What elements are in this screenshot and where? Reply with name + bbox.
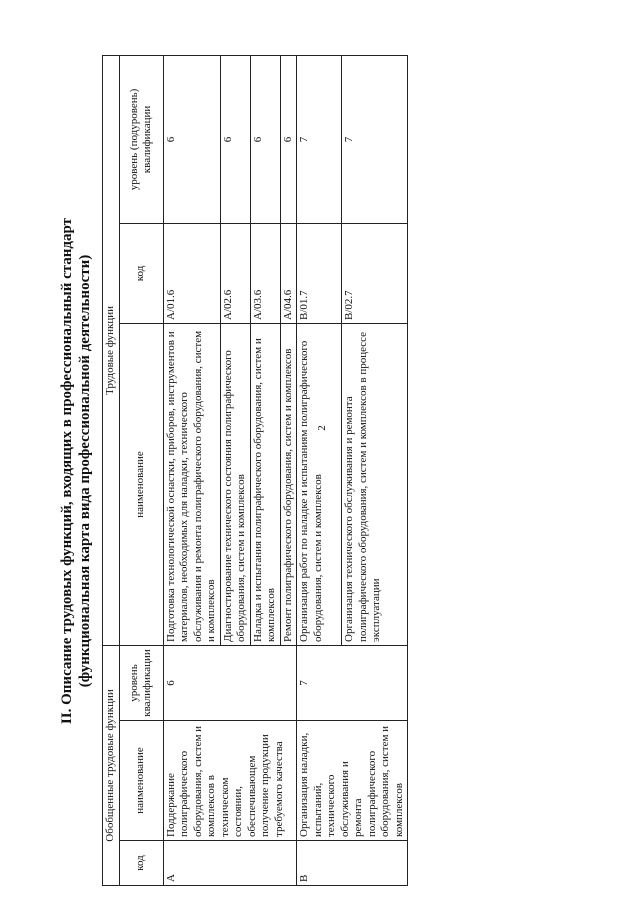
- function-code: A/02.6: [220, 223, 250, 323]
- header-level: уровень квалификации: [119, 645, 163, 720]
- group-name: Организация наладки, испытаний, технического обслуживания и ремонта полиграфического оборудования, систем и комплексов: [297, 721, 408, 841]
- group-code: А: [163, 841, 297, 886]
- group-level: 7: [297, 645, 408, 720]
- function-name: Организация работ по наладке и испытаниям полиграфического оборудования, систем и комплексов: [297, 323, 342, 645]
- function-level: 6: [250, 55, 280, 223]
- function-code: A/03.6: [250, 223, 280, 323]
- function-code: A/01.6: [163, 223, 220, 323]
- function-code: B/02.7: [342, 223, 408, 323]
- table-row: [163, 55, 220, 885]
- function-code: A/04.6: [280, 223, 297, 323]
- function-name: Подготовка технологической оснастки, приборов, инструментов и материалов, необходимых для наладки, технического обслуживания и ремонта полиграфического оборудования, систем и комплексов: [163, 323, 220, 645]
- function-level: 6: [163, 55, 220, 223]
- header-generalized-functions: Обобщенные трудовые функции: [103, 645, 120, 885]
- header-code: код: [119, 841, 163, 886]
- group-name: Поддержание полиграфического оборудования, систем и комплексов в техническом состоянии, обеспечивающем получение продукции требуемого качества: [163, 721, 297, 841]
- function-name: Диагностирование технического состояния полиграфического оборудования, систем и комплексов: [220, 323, 250, 645]
- group-level: 6: [163, 645, 297, 720]
- function-name: Организация технического обслуживания и ремонта полиграфического оборудования, систем и комплексов в процессе эксплуатации: [342, 323, 408, 645]
- header-labor-code: код: [119, 223, 163, 323]
- header-labor-level: уровень (подуровень) квалификации: [119, 55, 163, 223]
- function-name: Ремонт полиграфического оборудования, систем и комплексов: [280, 323, 297, 645]
- function-level: 7: [297, 55, 342, 223]
- function-name: Наладка и испытания полиграфического оборудования, систем и комплексов: [250, 323, 280, 645]
- header-labor-name: наименование: [119, 323, 163, 645]
- header-name: наименование: [119, 721, 163, 841]
- page-number: 2: [316, 425, 328, 431]
- function-level: 7: [342, 55, 408, 223]
- rotated-page-content: [58, 56, 640, 886]
- functional-map-table: [102, 55, 408, 886]
- header-labor-functions: Трудовые функции: [103, 55, 120, 645]
- function-level: 6: [220, 55, 250, 223]
- function-level: 6: [280, 55, 297, 223]
- table-row: [297, 55, 342, 885]
- group-code: В: [297, 841, 408, 886]
- section-title: [58, 56, 94, 886]
- function-code: B/01.7: [297, 223, 342, 323]
- title-line-2: (функциональная карта вида профессиональной деятельности): [77, 254, 93, 688]
- title-line-1: II. Описание трудовых функций, входящих в профессиональный стандарт: [59, 217, 75, 725]
